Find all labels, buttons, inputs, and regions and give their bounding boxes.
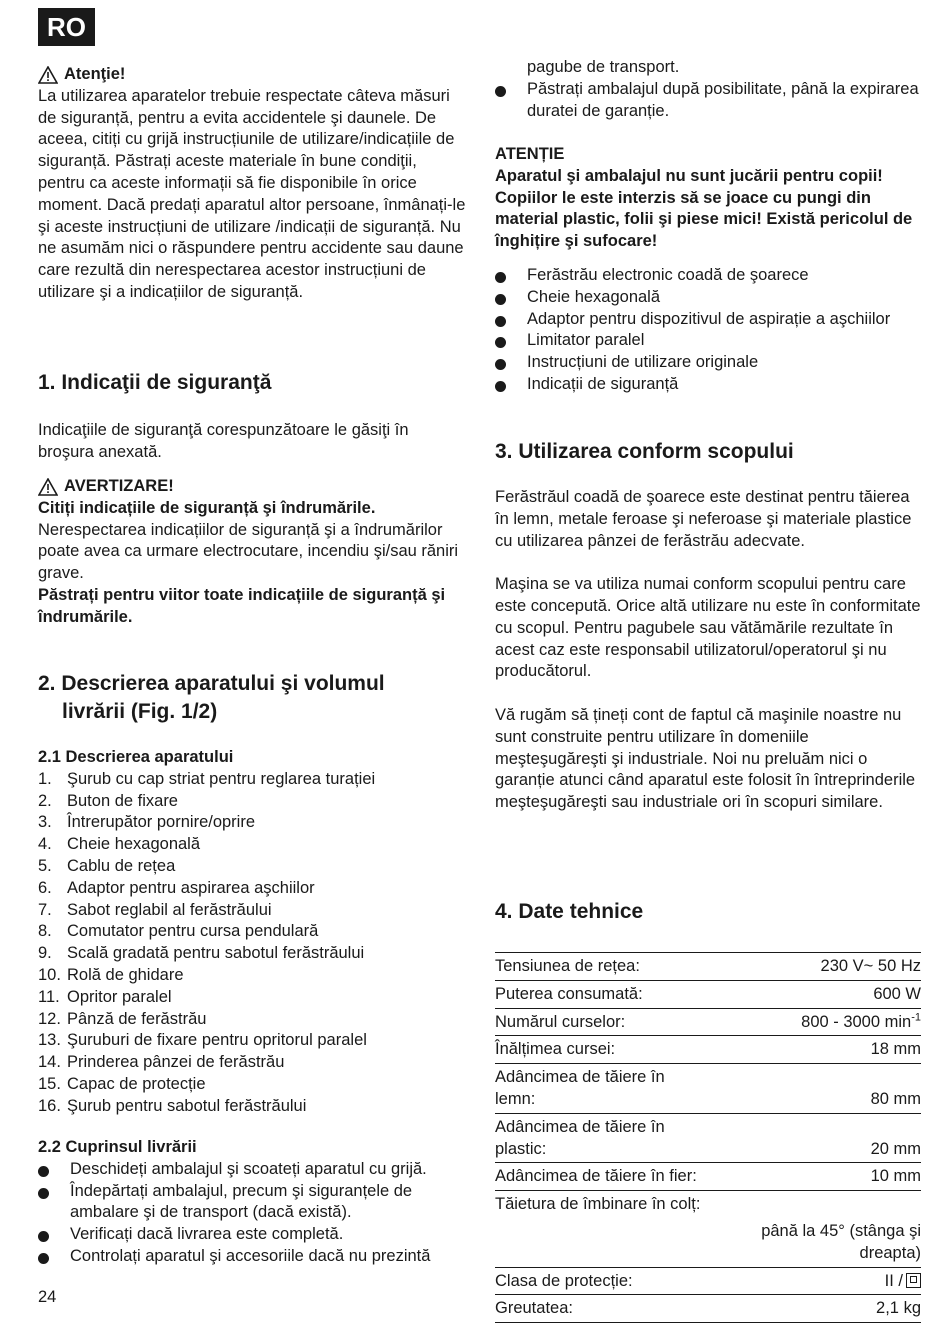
page-number: 24 bbox=[38, 1288, 57, 1306]
safety-warning-bold: Citiți indicațiile de siguranță şi îndrumările. bbox=[38, 498, 376, 517]
warning-triangle-icon bbox=[38, 66, 58, 84]
list-item: 5. Cablu de rețea bbox=[38, 856, 176, 875]
list-item: Păstrați ambalajul după posibilitate, până la expirarea duratei de garanție. bbox=[495, 79, 921, 123]
safety-warning-keep: Păstrați pentru viitor toate indicațiile de siguranță şi îndrumările. bbox=[38, 585, 446, 626]
list-item: 11. Opritor paralel bbox=[38, 987, 172, 1006]
delivery-steps-list bbox=[38, 1159, 468, 1268]
list-item: 15. Capac de protecție bbox=[38, 1074, 206, 1093]
attention-block bbox=[38, 64, 468, 304]
list-item: 7. Sabot reglabil al ferăstrăului bbox=[38, 900, 272, 919]
technical-data bbox=[495, 952, 921, 1323]
safety-warning-title: AVERTIZARE! bbox=[38, 476, 468, 498]
table-row: Puterea consumată: 600 W bbox=[495, 980, 921, 1008]
list-item: Indicații de siguranță bbox=[495, 374, 921, 396]
section-2-heading: 2. Descrierea aparatului şi volumul livrării (Fig. 1/2) bbox=[38, 672, 385, 723]
list-item: 14. Prinderea pânzei de ferăstrău bbox=[38, 1053, 285, 1072]
list-item: 2. Buton de fixare bbox=[38, 791, 178, 810]
warning-triangle-icon bbox=[38, 478, 58, 496]
section-1-text: Indicaţiile de siguranţă corespunzătoare le găsiţi în broşura anexată. bbox=[38, 421, 409, 461]
delivery-more-list bbox=[495, 79, 921, 123]
table-row: până la 45° (stânga şi dreapta) bbox=[495, 1218, 921, 1267]
section-3-paragraph: Ferăstrăul coadă de şoarece este destinat pentru tăierea în lemn, metale feroase şi neferoase şi materiale plastice cu utilizarea pânzei de ferăstrău adecvate. bbox=[495, 488, 912, 550]
table-row: Adâncimea de tăiere în fier: 10 mm bbox=[495, 1163, 921, 1191]
list-item: 13. Şuruburi de fixare pentru opritorul paralel bbox=[38, 1031, 367, 1050]
list-item: Verificați dacă livrarea este completă. bbox=[38, 1224, 468, 1246]
table-row: Înălțimea cursei: 18 mm bbox=[495, 1036, 921, 1064]
section-3-heading: 3. Utilizarea conform scopului bbox=[495, 440, 794, 463]
table-row: Tensiunea de rețea: 230 V~ 50 Hz bbox=[495, 953, 921, 981]
child-attention-title: ATENȚIE bbox=[495, 145, 565, 163]
list-item: 3. Întrerupător pornire/oprire bbox=[38, 813, 256, 832]
list-item: 12. Pânză de ferăstrău bbox=[38, 1009, 207, 1028]
section-3-paragraph: Maşina se va utiliza numai conform scopului pentru care este concepută. Orice altă utilizare nu este în conformitate cu scopul. Pentru pagubele sau vătămările rezultate în acest caz este responsabil utilizatorul/operatorul şi nu producătorul. bbox=[495, 575, 921, 681]
technical-data-table bbox=[495, 952, 921, 1323]
safety-warning-text: Nerespectarea indicațiilor de siguranță şi a îndrumărilor poate avea ca urmare electrocutare, incendiu şi/sau răniri grave. bbox=[38, 520, 459, 583]
section-3 bbox=[495, 438, 921, 466]
list-item: 6. Adaptor pentru aspirarea aşchiilor bbox=[38, 878, 315, 897]
list-item: Controlați aparatul şi accesoriile dacă nu prezintă bbox=[38, 1246, 468, 1268]
device-description-heading: 2.1 Descrierea aparatului bbox=[38, 748, 234, 766]
attention-text: La utilizarea aparatelor trebuie respectate câteva măsuri de siguranță, pentru a evita accidentele şi daunele. De aceea, citiți cu grijă instrucțiunile de utilizare/indicațiile de siguranță. Păstrați aceste materiale în bune condiţii, pentru ca aceste informații să fie disponibile în orice moment. Dacă predați aparatul altor persoane, înmânați-le şi aceste instrucțiuni de utilizare /indicații de siguranță. Nu ne asumăm nici o răspundere pentru accidente sau daune care rezultă din nerespectarea acestor instrucțiuni de utilizare şi a indicațiilor de siguranță. bbox=[38, 86, 466, 301]
safety-warning-block bbox=[38, 476, 468, 629]
list-item: Cheie hexagonală bbox=[495, 287, 921, 309]
list-item: Ferăstrău electronic coadă de şoarece bbox=[495, 265, 921, 287]
section-2-heading-block bbox=[38, 670, 468, 726]
device-parts-list bbox=[38, 769, 468, 1118]
list-item: 4. Cheie hexagonală bbox=[38, 835, 201, 854]
list-item: Adaptor pentru dispozitivul de aspirație a aşchiilor bbox=[495, 309, 921, 331]
table-row: Adâncimea de tăiere în lemn: 80 mm bbox=[495, 1064, 921, 1114]
package-contents-list bbox=[495, 265, 921, 396]
child-attention-text: Aparatul şi ambalajul nu sunt jucării pentru copii! Copiilor le este interzis să se joace cu pungi din material plastic, folii şi piese mici! Există pericolul de înghițire şi sufocare! bbox=[495, 166, 913, 251]
attention-title: Atenţie! bbox=[38, 64, 468, 86]
device-description bbox=[38, 747, 468, 1118]
section-4 bbox=[495, 898, 921, 926]
delivery-heading: 2.2 Cuprinsul livrării bbox=[38, 1138, 197, 1156]
section-4-heading: 4. Date tehnice bbox=[495, 900, 644, 923]
section-3-body bbox=[495, 487, 921, 814]
section-1 bbox=[38, 369, 468, 397]
section-1-heading: 1. Indicaţii de siguranţă bbox=[38, 371, 272, 394]
child-attention-block bbox=[495, 144, 921, 253]
delivery-contents bbox=[38, 1137, 468, 1268]
list-item: 9. Scală gradată pentru sabotul ferăstrăului bbox=[38, 944, 365, 963]
delivery-continued bbox=[495, 57, 921, 122]
list-item: 10. Rolă de ghidare bbox=[38, 965, 184, 984]
list-item: 16. Şurub pentru sabotul ferăstrăului bbox=[38, 1096, 307, 1115]
table-row: Clasa de protecție: II / bbox=[495, 1267, 921, 1295]
list-item: Instrucțiuni de utilizare originale bbox=[495, 352, 921, 374]
delivery-continued-text: pagube de transport. bbox=[527, 58, 680, 76]
list-item: Îndepărtați ambalajul, precum şi siguranțele de ambalare şi de transport (dacă există). bbox=[38, 1181, 468, 1225]
language-badge: RO bbox=[38, 8, 95, 46]
table-row: Tăietura de îmbinare în colț: bbox=[495, 1195, 701, 1214]
package-contents bbox=[495, 265, 921, 396]
table-row: Adâncimea de tăiere în plastic: 20 mm bbox=[495, 1113, 921, 1163]
protection-class-ii-icon bbox=[906, 1273, 921, 1288]
section-3-paragraph: Vă rugăm să țineți cont de faptul că maşinile noastre nu sunt construite pentru utilizare în domeniile meşteşugăreşti şi industriale. Noi nu preluăm nici o garanție atunci când aparatul este folosit în întreprinderile meşteşugăreşti sau industriale ori în scopuri similare. bbox=[495, 705, 916, 812]
list-item: Limitator paralel bbox=[495, 330, 921, 352]
table-row: Numărul curselor: 800 - 3000 $\min^{-1}$ bbox=[495, 1008, 921, 1036]
table-row: Greutatea: 2,1 kg bbox=[495, 1295, 921, 1323]
section-1-body bbox=[38, 420, 468, 464]
list-item: Deschideți ambalajul şi scoateți aparatul cu grijă. bbox=[38, 1159, 468, 1181]
list-item: 1. Şurub cu cap striat pentru reglarea turației bbox=[38, 769, 376, 788]
list-item: 8. Comutator pentru cursa pendulară bbox=[38, 922, 319, 941]
